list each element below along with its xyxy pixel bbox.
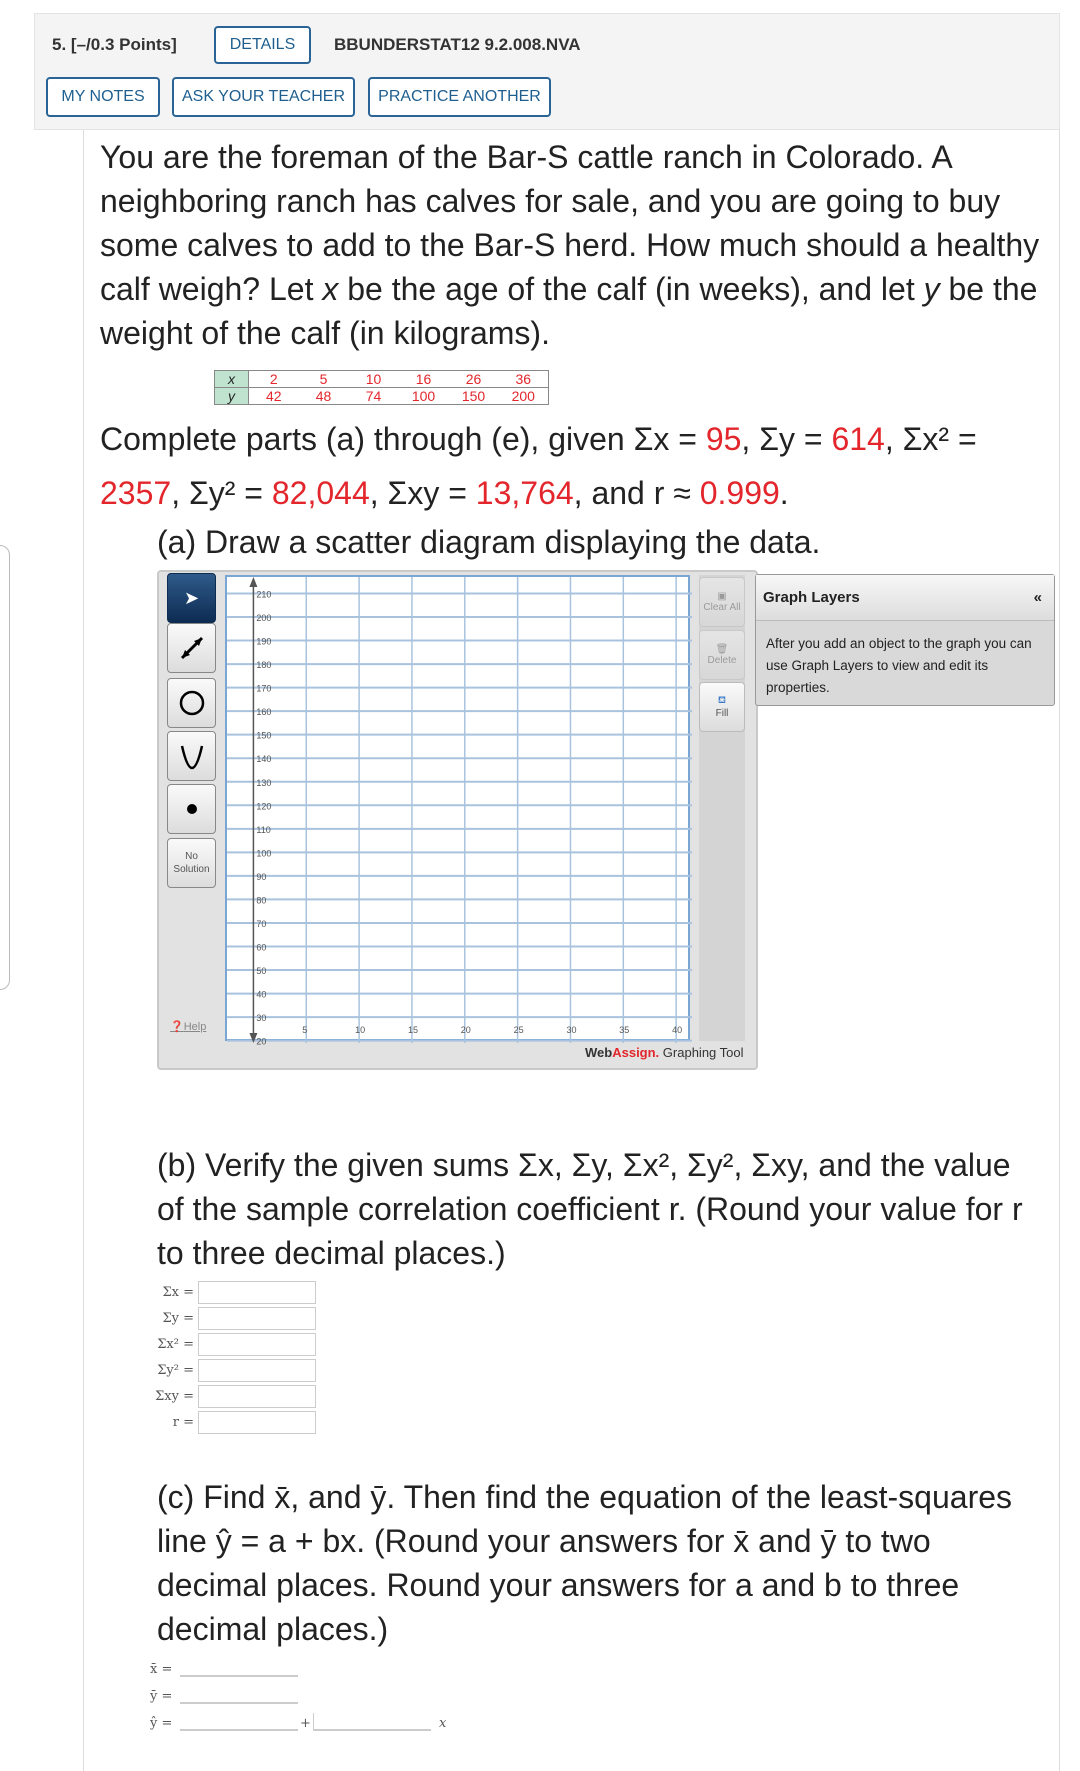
sum-field-input[interactable] <box>198 1385 316 1408</box>
y-tick-label: 80 <box>256 895 267 906</box>
fill-bucket-icon: ⛾ <box>717 695 727 706</box>
y-tick-label: 200 <box>256 613 272 624</box>
y-row: y 42 48 74 100 150 200 <box>215 388 549 405</box>
sum-field-input[interactable] <box>198 1411 316 1434</box>
point-icon <box>187 804 197 814</box>
sum-field-label: Σx² = <box>157 1336 194 1352</box>
help-link[interactable]: ❓Help <box>170 1021 207 1033</box>
yhat-label: ŷ = <box>150 1716 173 1731</box>
x-tick-label: 25 <box>513 1025 524 1035</box>
my-notes-button[interactable]: MY NOTES <box>46 77 160 117</box>
details-button[interactable]: DETAILS <box>214 26 311 64</box>
sum-field-input[interactable] <box>198 1281 316 1304</box>
circle-tool-button[interactable] <box>167 678 216 728</box>
y-tick-label: 50 <box>256 966 267 977</box>
sum-field-label: Σy² = <box>157 1362 194 1378</box>
graph-layers-panel <box>755 574 1055 706</box>
collapse-layers-button[interactable]: « <box>1033 589 1042 606</box>
y-tick-label: 210 <box>256 589 272 600</box>
sum-field-row <box>150 1357 316 1383</box>
no-solution-button[interactable]: No Solution <box>167 838 216 888</box>
sum-field-row <box>150 1331 316 1357</box>
part-b-prompt: (b) Verify the given sums Σx, Σy, Σx², Σy², Σxy, and the value of the sample correlation coefficient r. (Round your value for r to three decimal places.) <box>157 1147 1023 1271</box>
problem-code: BBUNDERSTAT12 9.2.008.NVA <box>334 35 581 54</box>
webassign-brand: WebAssign. Graphing Tool <box>585 1045 744 1060</box>
y-tick-label: 100 <box>256 848 272 859</box>
y-tick-label: 130 <box>256 777 272 788</box>
help-icon: ❓ <box>170 1021 184 1033</box>
line-arrow-icon <box>177 633 207 663</box>
y-tick-label: 20 <box>256 1036 267 1047</box>
pointer-icon: ➤ <box>183 587 200 608</box>
sum-field-label: r = <box>172 1414 194 1430</box>
y-tick-label: 70 <box>256 918 267 929</box>
left-edge-panel <box>0 545 10 990</box>
y-tick-label: 190 <box>256 636 272 647</box>
graph-layers-help: After you add an object to the graph you can use Graph Layers to view and edit its properties. <box>766 636 1032 695</box>
clear-icon: ▣ <box>717 591 727 602</box>
part-c-prompt: (c) Find x̄, and ȳ. Then find the equation of the least-squares line ŷ = a + bx. (Round your answers for x̄ and ȳ to two decimal places. Round your answers for a and b to three decimal places.) <box>157 1479 1013 1647</box>
y-tick-label: 150 <box>256 730 272 741</box>
part-a-prompt: (a) Draw a scatter diagram displaying the data. <box>157 524 821 560</box>
x-tick-label: 5 <box>302 1025 308 1035</box>
sum-field-input[interactable] <box>198 1333 316 1356</box>
plus-sign: + <box>300 1716 311 1731</box>
parabola-tool-button[interactable] <box>167 731 216 781</box>
x-tick-label: 40 <box>672 1025 683 1035</box>
x-tick-label: 30 <box>566 1025 577 1035</box>
circle-icon <box>177 688 207 718</box>
select-tool-button[interactable] <box>167 573 216 623</box>
line-tool-button[interactable] <box>167 623 216 673</box>
problem-intro: You are the foreman of the Bar-S cattle ranch in Colorado. A neighboring ranch has calves for sale, and you are going to buy some calves to add to the Bar-S herd. How much should a healthy calf weigh? Let x be the age of the calf (in weeks), and let y be the weight of the calf (in kilograms). <box>100 139 1040 351</box>
ybar-input[interactable] <box>180 1686 298 1704</box>
y-tick-label: 110 <box>256 824 271 835</box>
sum-field-label: Σy = <box>162 1310 194 1326</box>
trash-icon: 🗑 <box>715 644 729 655</box>
clear-all-button[interactable]: ▣ Clear All <box>699 577 745 627</box>
ask-teacher-button[interactable]: ASK YOUR TEACHER <box>172 77 355 117</box>
x-tick-label: 20 <box>460 1025 471 1035</box>
practice-another-button[interactable]: PRACTICE ANOTHER <box>368 77 551 117</box>
y-tick-label: 90 <box>256 871 267 882</box>
point-tool-button[interactable] <box>167 784 216 834</box>
y-axis-arrow-up <box>249 577 257 587</box>
y-tick-label: 60 <box>256 942 267 953</box>
graph-layers-title: Graph Layers <box>763 589 860 606</box>
sum-field-row <box>150 1409 316 1435</box>
y-tick-label: 40 <box>256 989 267 1000</box>
sum-field-row <box>150 1279 316 1305</box>
x-variable: x <box>439 1716 447 1731</box>
sum-field-row <box>150 1305 316 1331</box>
sum-field-label: Σxy = <box>155 1388 194 1404</box>
y-tick-label: 180 <box>256 660 272 671</box>
graph-canvas[interactable] <box>225 575 690 1047</box>
a-input[interactable] <box>180 1713 298 1731</box>
x-tick-label: 10 <box>355 1025 366 1035</box>
part-c-fields <box>150 1650 446 1731</box>
xbar-label: x̄ = <box>150 1662 173 1677</box>
fill-button[interactable]: ⛾ Fill <box>699 682 745 732</box>
sum-field-row <box>150 1383 316 1409</box>
sum-field-label: Σx = <box>162 1284 194 1300</box>
data-table <box>214 370 549 405</box>
y-tick-label: 160 <box>256 707 272 718</box>
parabola-icon <box>177 740 207 772</box>
part-b-fields <box>150 1279 316 1435</box>
y-tick-label: 30 <box>256 1013 267 1024</box>
x-tick-label: 15 <box>407 1025 418 1035</box>
y-tick-label: 140 <box>256 754 272 765</box>
x-row: x 2 5 10 16 26 36 <box>215 371 549 388</box>
delete-button[interactable]: 🗑 Delete <box>699 630 745 680</box>
given-sums: Complete parts (a) through (e), given Σx = 95, Σy = 614, Σx² = 2357, Σy² = 82,044, Σxy = 13,764, and r ≈ 0.999. <box>100 421 977 511</box>
b-input[interactable] <box>313 1713 431 1731</box>
y-tick-label: 170 <box>256 683 272 694</box>
y-tick-label: 120 <box>256 801 272 812</box>
sum-field-input[interactable] <box>198 1359 316 1382</box>
question-points: 5. [–/0.3 Points] <box>52 35 177 54</box>
sum-field-input[interactable] <box>198 1307 316 1330</box>
xbar-input[interactable] <box>180 1659 298 1677</box>
x-tick-label: 35 <box>619 1025 630 1035</box>
ybar-label: ȳ = <box>150 1689 173 1704</box>
